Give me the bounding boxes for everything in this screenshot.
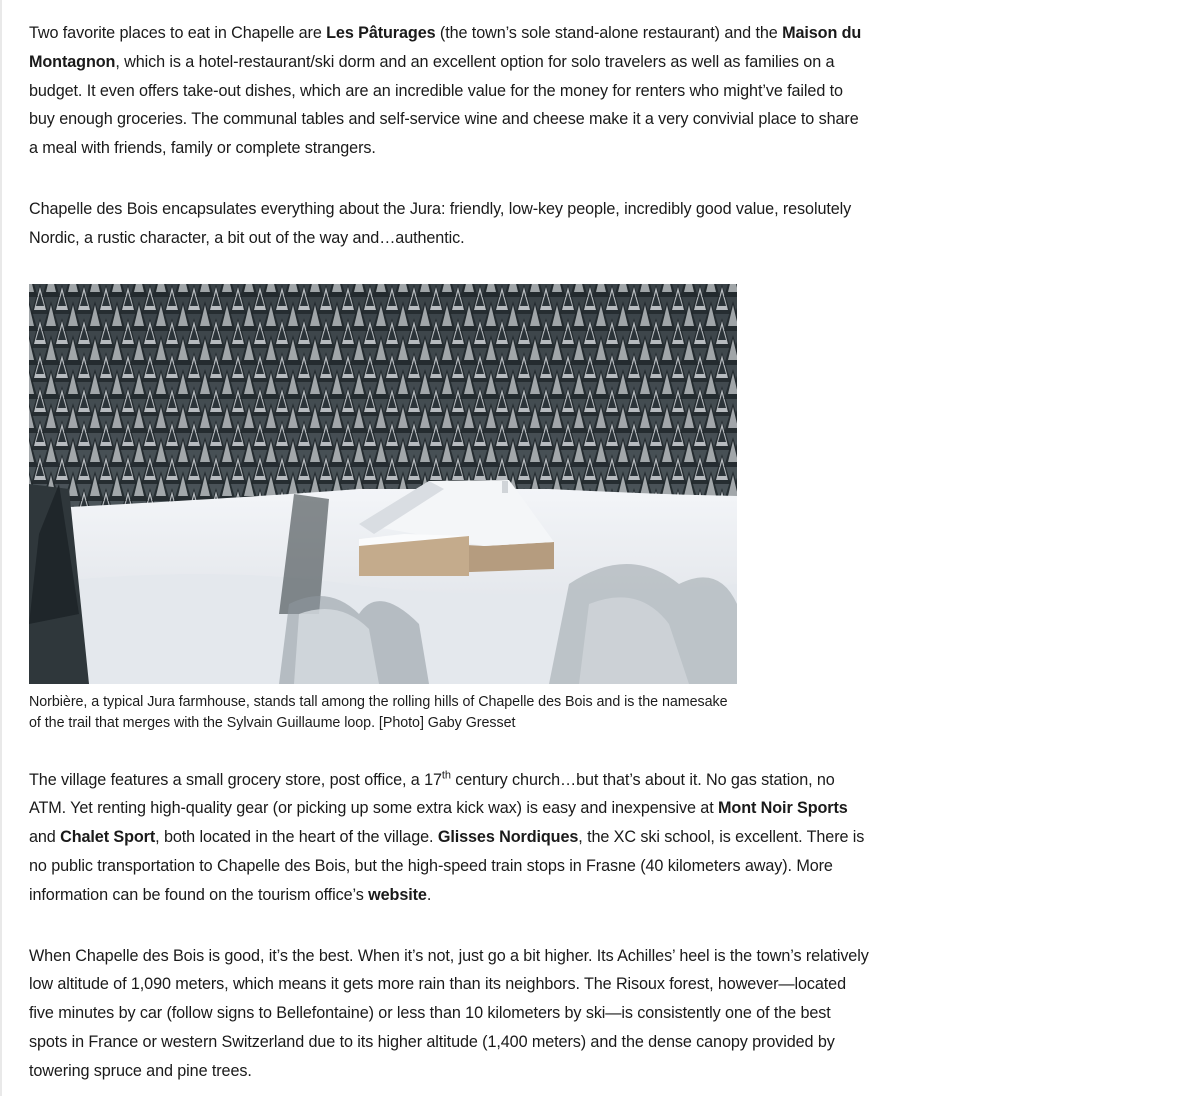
restaurant-name-les-paturages: Les Pâturages (326, 24, 436, 42)
ski-school-name: Glisses Nordiques (437, 828, 579, 847)
shop-name-mont-noir-sports: Mont Noir Sports (718, 799, 848, 818)
text-run: , both located in the heart of the village. (155, 828, 438, 847)
ordinal-superscript: th (441, 769, 451, 782)
paragraph-restaurants (29, 19, 869, 163)
tourism-website-link[interactable]: website (368, 885, 427, 904)
restaurant-name-maison-du-montagnon: Maison du Montagnon (29, 24, 862, 71)
text-run: The village features a small grocery store, post office, a 17 (29, 770, 442, 789)
text-run: Chapelle des Bois encapsulates everything about the Jura: friendly, low-key people, incredibly good value, resolutely Nordic, a rustic character, a bit out of the way and…authentic. (29, 199, 852, 247)
text-run: and (29, 828, 61, 847)
text-run: , which is a hotel-restaurant/ski dorm and an excellent option for solo travelers as well as families on a budget. It even offers take-out dishes, which are an incredible value for the money for renters who might’ve failed to buy enough groceries. The communal tables and self-service wine and cheese make it a very convivial place to share a meal with friends, family or complete strangers. (29, 52, 859, 158)
text-run: , the XC ski school, is excellent. There is no public transportation to Chapelle des Bois, but the high-speed train stops in Frasne (40 kilometers away). More information can be found on the tourism office’s (29, 828, 865, 904)
text-run: Two favorite places to eat in Chapelle are (29, 24, 327, 42)
text-run: (the town’s sole stand-alone restaurant) and the (435, 24, 783, 42)
figure-farmhouse (29, 284, 737, 734)
text-run: . (426, 885, 432, 904)
page-left-border (0, 0, 2, 1096)
paragraph-summary (29, 195, 869, 253)
text-run: When Chapelle des Bois is good, it’s the best. When it’s not, just go a bit higher. Its Achilles’ heel is the town’s relatively low altitude of 1,090 meters, which means it gets more rain than its neighbors. The Risoux forest, however—located five minutes by car (follow signs to Bellefontaine) or less than 10 kilometers by ski—is consistently one of the best spots in France or western Switzerland due to its higher altitude (1,400 meters) and the dense canopy provided by towering spruce and pine trees. (29, 946, 869, 1080)
paragraph-village-services (29, 766, 869, 910)
figure-caption: Norbière, a typical Jura farmhouse, stands tall among the rolling hills of Chapelle des Bois and is the namesake of the trail that merges with the Sylvain Guillaume loop. [Photo] Gaby Gresset (29, 693, 728, 731)
farmhouse-photo (29, 284, 737, 684)
shop-name-chalet-sport: Chalet Sport (60, 828, 156, 847)
text-run: century church…but that’s about it. No gas station, no ATM. Yet renting high-quality gear (or picking up some extra kick wax) is easy and inexpensive at (29, 770, 835, 818)
paragraph-altitude (29, 942, 869, 1086)
article-body (29, 19, 869, 1086)
